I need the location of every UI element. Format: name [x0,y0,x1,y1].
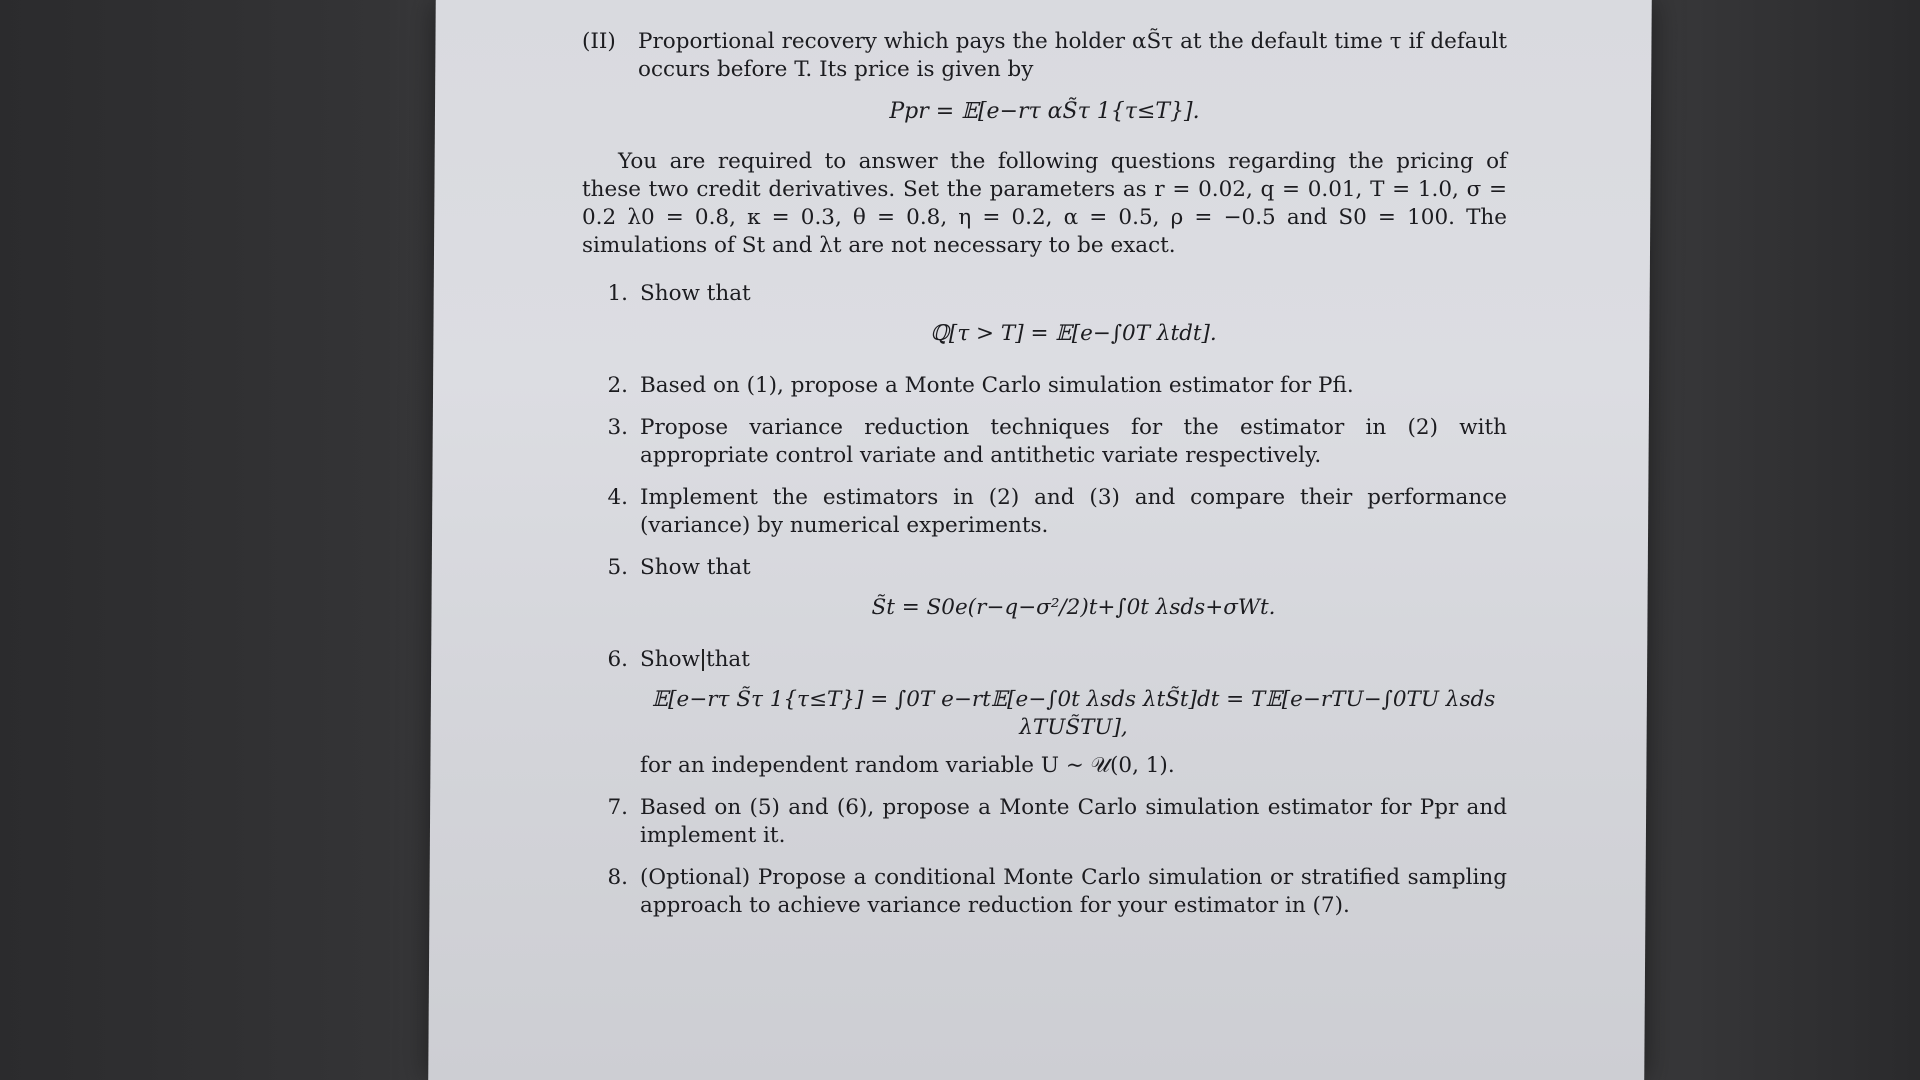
question-text: Show that [640,281,751,306]
question-text: Implement the estimators in (2) and (3) and compare their performance (variance) by numerical experiments. [640,485,1507,538]
question-intro: You are required to answer the following questions regarding the pricing of these two credit derivatives. Set the parameters as r = 0.02, q = 0.01, T = 1.0, σ = 0.2 λ0 = 0.8, κ = 0.3, θ = 0.8, η = 0.2, α = 0.5, ρ = −0.5 and S0 = 100. The simulations of St and λt are not necessary to be exact. [582,149,1507,258]
question-list [582,280,1507,920]
question-number: 4. [607,485,628,510]
question-text: Based on (1), propose a Monte Carlo simulation estimator for Pfi. [640,373,1354,398]
question-item [582,646,1507,780]
question-text-after: that [705,647,750,672]
question-item [582,554,1507,632]
intro-text: Proportional recovery which pays the holder αS̃τ at the default time τ if default occurs before T. Its price is given by [638,29,1507,82]
question-number: 2. [607,373,628,398]
question-text-before: Show [640,647,700,672]
text-cursor-icon [702,649,704,671]
question-number: 1. [607,281,628,306]
question-number: 3. [607,415,628,440]
question-number: 6. [607,647,628,672]
question-text: Propose variance reduction techniques for the estimator in (2) with appropriate control variate and antithetic variate respectively. [640,415,1507,468]
intro-item [582,28,1507,84]
question-text-tail: for an independent random variable U ∼ 𝒰(0, 1). [640,753,1175,778]
question-number: 5. [607,555,628,580]
question-item [582,484,1507,540]
question-text [640,646,1507,674]
question-number: 8. [607,865,628,890]
question-number: 7. [607,795,628,820]
question-equation: ℚ[τ > T] = 𝔼[e−∫0T λtdt]. [930,321,1217,346]
question-text: Show that [640,555,751,580]
question-equation: S̃t = S0e(r−q−σ²/2)t+∫0t λsds+σWt. [871,595,1276,620]
intro-label: (II) [582,29,616,54]
question-item [582,414,1507,470]
question-equation: 𝔼[e−rτ S̃τ 1{τ≤T}] = ∫0T e−rt𝔼[e−∫0t λsds λtS̃t]dt = T𝔼[e−rTU−∫0TU λsds λTUS̃TU], [651,687,1496,740]
question-item [582,372,1507,400]
question-item [582,794,1507,850]
question-text: (Optional) Propose a conditional Monte Carlo simulation or stratified sampling approach to achieve variance reduction for your estimator in (7). [640,865,1507,918]
price-equation: Ppr = 𝔼[e−rτ αS̃τ 1{τ≤T}]. [889,99,1200,124]
question-item [582,864,1507,920]
question-item [582,280,1507,358]
question-text: Based on (5) and (6), propose a Monte Carlo simulation estimator for Ppr and implement it. [640,795,1507,848]
document-content [582,28,1507,934]
